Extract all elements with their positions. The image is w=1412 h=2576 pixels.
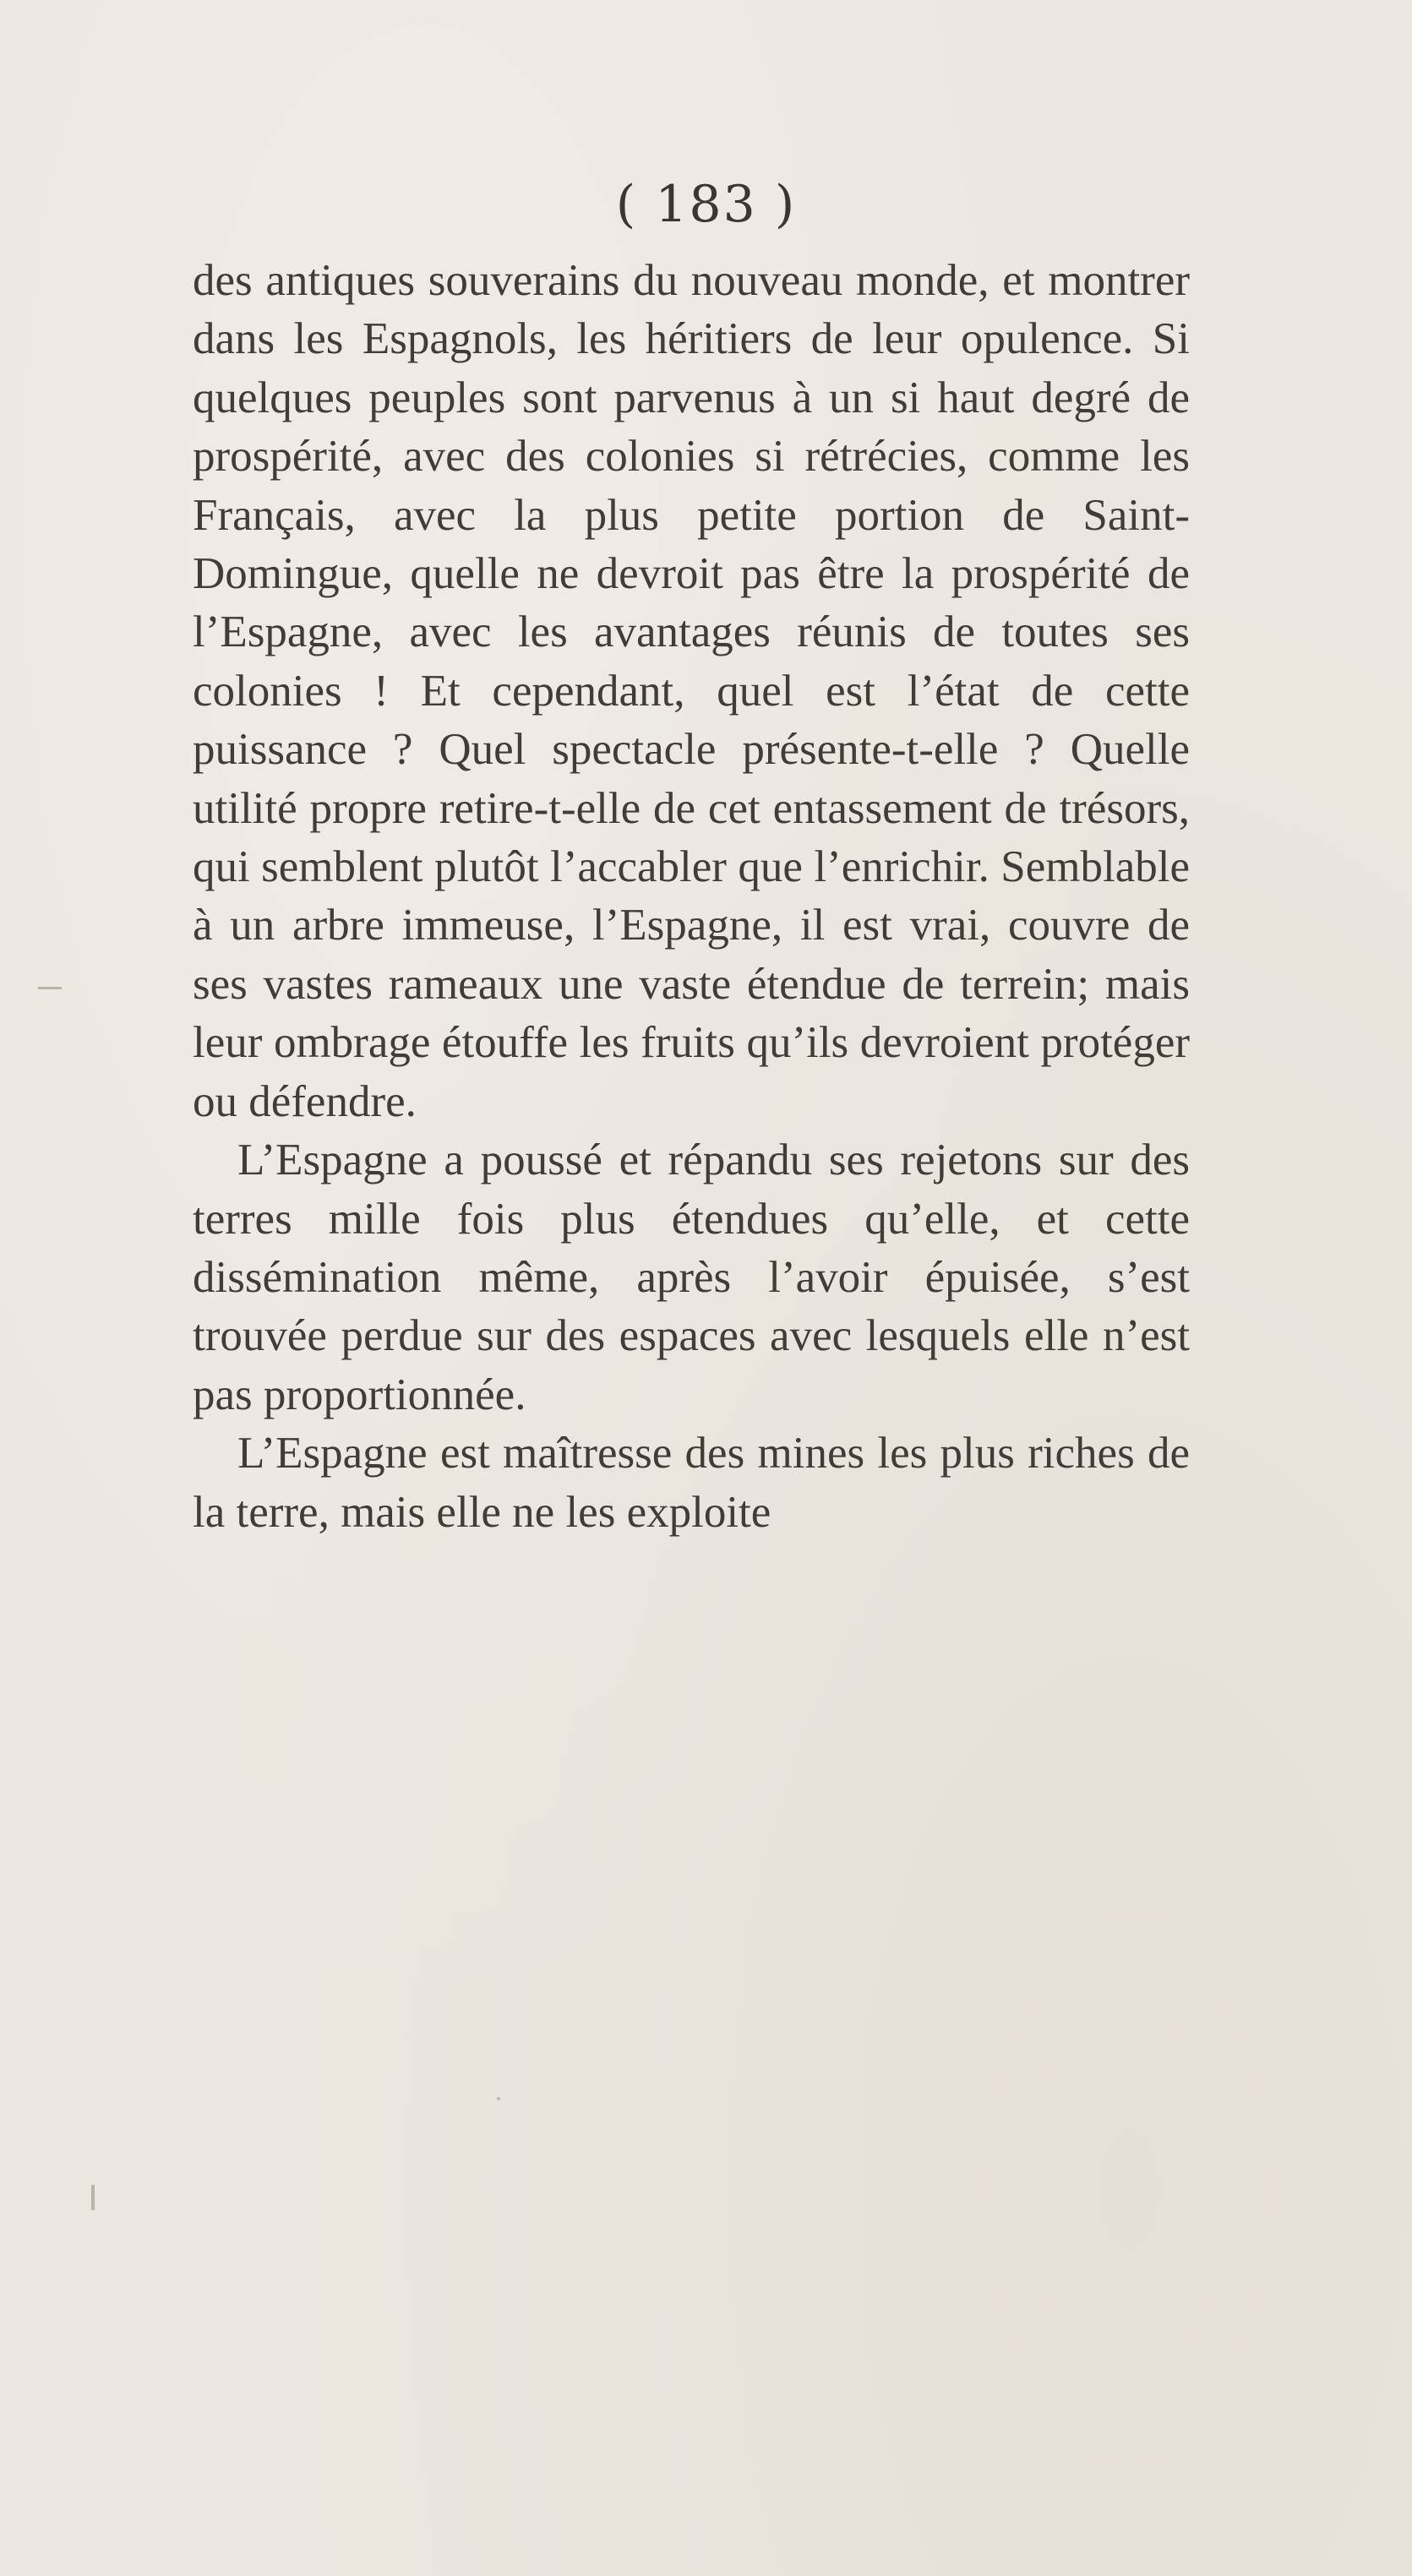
paragraph-1: des antiques souverains du nouveau monde, et montrer dans les Espagnols, les héritiers de leur opulence. Si quelques peuples sont parvenus à un si haut degré de prospérité, avec des colonies si rétrécies, comme les Français, avec la plus petite portion de Saint-Domingue, quelle ne devroit pas être la prospérité de l’Espagne, avec les avantages réunis de toutes ses colonies ! Et cependant, quel est l’état de cette puissance ? Quel spectacle présente-t-elle ? Quelle utilité propre retire-t-elle de cet entassement de trésors, qui semblent plutôt l’accabler que l’enrichir. Semblable à un arbre immeuse, l’Espagne, il est vrai, couvre de ses vastes rameaux une vaste étendue de terrein; mais leur ombrage étouffe les fruits qu’ils devroient protéger ou défendre.	[193, 256, 1190, 1126]
paragraph-2: L’Espagne a poussé et répandu ses rejetons sur des terres mille fois plus étendues qu’elle, et cette dissémination même, après l’avoir épuisée, s’est trouvée perdue sur des espaces avec lesquels elle n’est pas proportionnée.	[193, 1136, 1190, 1419]
page-number: ( 183 )	[615, 175, 797, 234]
body-text	[193, 252, 1190, 1542]
margin-dash-mark	[38, 987, 62, 989]
paragraph-3: L’Espagne est maîtresse des mines les plus riches de la terre, mais elle ne les exploite	[193, 1429, 1190, 1537]
margin-bar-mark	[91, 2185, 95, 2210]
paper-speck	[497, 2097, 500, 2100]
